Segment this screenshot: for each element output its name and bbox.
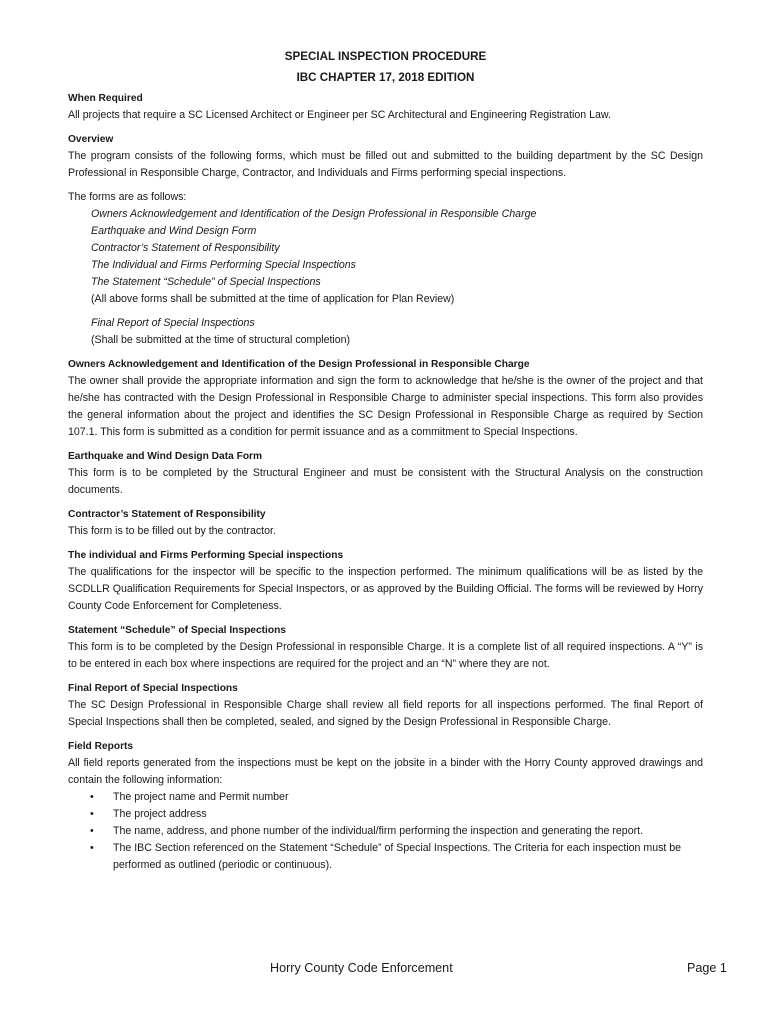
field-reports-list	[68, 789, 703, 874]
field-reports-heading: Field Reports	[68, 741, 134, 752]
forms-section	[68, 189, 703, 349]
list-item	[68, 789, 703, 806]
footer-organization: Horry County Code Enforcement	[270, 961, 453, 975]
section-text: This form is to be filled out by the contractor.	[68, 525, 276, 537]
title-line-2: IBC CHAPTER 17, 2018 EDITION	[296, 71, 475, 84]
earthquake-wind-section	[68, 448, 703, 499]
form-item: Earthquake and Wind Design Form	[91, 225, 257, 237]
when-required-section	[68, 90, 703, 124]
forms-intro-text: The forms are as follows:	[68, 191, 187, 203]
when-required-text: All projects that require a SC Licensed Architect or Engineer per SC Architectural and Engineering Registration Law.	[68, 109, 611, 121]
forms-list	[68, 206, 703, 349]
list-item-text: The project address	[113, 808, 207, 820]
section-heading: Final Report of Special Inspections	[68, 683, 238, 694]
contractor-statement-section	[68, 506, 703, 540]
form-item: Owners Acknowledgement and Identification of the Design Professional in Responsible Charge	[91, 208, 537, 220]
bullet-icon: •	[90, 842, 94, 854]
form-item: The Statement “Schedule” of Special Inspections	[91, 276, 321, 288]
form-item-final: Final Report of Special Inspections	[91, 317, 255, 329]
document-page	[68, 46, 703, 874]
list-item-text: The IBC Section referenced on the Statement “Schedule” of Special Inspections. The Criteria for each inspection must be performed as outlined (periodic or continuous).	[113, 842, 682, 871]
overview-section	[68, 131, 703, 182]
section-text: This form is to be completed by the Design Professional in responsible Charge. It is a complete list of all required inspections. A “Y” is to be entered in each box where inspections are required for the project and an “N” where they are not.	[68, 641, 703, 670]
title-line-1: SPECIAL INSPECTION PROCEDURE	[284, 50, 487, 63]
forms-final-note: (Shall be submitted at the time of structural completion)	[91, 334, 351, 346]
overview-text: The program consists of the following forms, which must be filled out and submitted to the building department by the SC Design Professional in Responsible Charge, Contractor, and Individuals and Firms performing special inspections.	[68, 150, 703, 179]
section-heading: Owners Acknowledgement and Identification of the Design Professional in Responsible Charge	[68, 359, 530, 370]
form-item: The Individual and Firms Performing Special Inspections	[91, 259, 356, 271]
field-reports-section	[68, 738, 703, 874]
section-text: The owner shall provide the appropriate information and sign the form to acknowledge that he/she is the owner of the project and that he/she has contracted with the Design Professional in Responsible Charge to administer special inspections. This form also provides the general information about the project and identifies the SC Design Professional in Responsible Charge as required by Section 107.1. This form is submitted as a condition for permit issuance and as a commitment to Special Inspections.	[68, 375, 703, 438]
document-title	[68, 46, 703, 88]
section-heading: Statement “Schedule” of Special Inspections	[68, 625, 286, 636]
individual-firms-section	[68, 547, 703, 615]
list-item	[68, 840, 703, 874]
field-reports-text: All field reports generated from the inspections must be kept on the jobsite in a binder with the Horry County approved drawings and contain the following information:	[68, 757, 703, 786]
forms-note: (All above forms shall be submitted at the time of application for Plan Review)	[91, 293, 455, 305]
when-required-heading: When Required	[68, 93, 143, 104]
page-number: Page 1	[687, 961, 727, 975]
form-item: Contractor’s Statement of Responsibility	[91, 242, 280, 254]
final-report-section	[68, 680, 703, 731]
section-text: The SC Design Professional in Responsible Charge shall review all field reports for all inspections performed. The final Report of Special Inspections shall then be completed, sealed, and signed by the Design Professional in Responsible Charge.	[68, 699, 703, 728]
section-heading: The individual and Firms Performing Special inspections	[68, 550, 344, 561]
overview-heading: Overview	[68, 134, 114, 145]
section-text: This form is to be completed by the Structural Engineer and must be consistent with the Structural Analysis on the construction documents.	[68, 467, 703, 496]
section-text: The qualifications for the inspector will be specific to the inspection performed. The minimum qualifications will be as listed by the SCDLLR Qualification Requirements for Special Inspectors, or as approved by the Building Official. The forms will be reviewed by Horry County Code Enforcement for Completeness.	[68, 566, 703, 612]
bullet-icon: •	[90, 808, 94, 820]
list-item	[68, 823, 703, 840]
list-item	[68, 806, 703, 823]
bullet-icon: •	[90, 825, 94, 837]
owners-acknowledgement-section	[68, 356, 703, 441]
section-heading: Contractor’s Statement of Responsibility	[68, 509, 266, 520]
final-form-group	[91, 315, 703, 349]
bullet-icon: •	[90, 791, 94, 803]
section-heading: Earthquake and Wind Design Data Form	[68, 451, 263, 462]
statement-schedule-section	[68, 622, 703, 673]
list-item-text: The project name and Permit number	[113, 791, 289, 803]
list-item-text: The name, address, and phone number of the individual/firm performing the inspection and generating the report.	[113, 825, 644, 837]
